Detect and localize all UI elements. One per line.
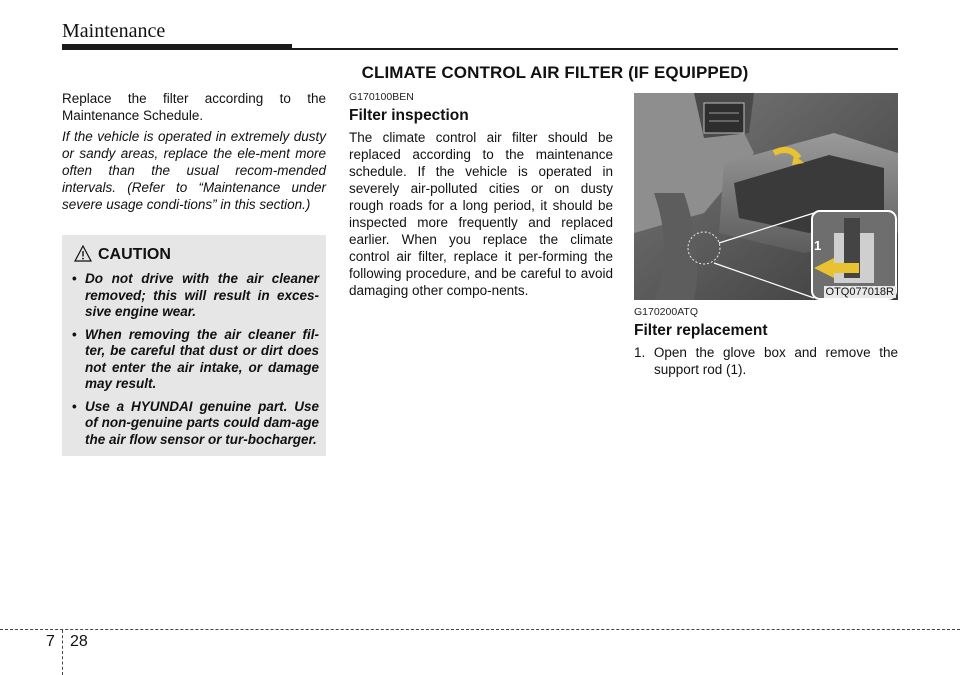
caution-item: • Do not drive with the air cleaner removed; this will result in exces-sive engine wear. [72,271,319,321]
header-rule [292,48,898,50]
caution-item: • When removing the air cleaner fil-ter, be careful that dust or dirt does not enter the air intake, or damage may result. [72,327,319,393]
replacement-column [634,306,898,378]
header-bar [62,44,292,50]
footer-divider [62,630,63,675]
intro-paragraph: Replace the filter according to the Maintenance Schedule. [62,91,326,123]
header-title: Maintenance [62,20,166,42]
footer-rule [0,629,960,630]
intro-note: If the vehicle is operated in extremely dusty or sandy areas, replace the ele-ment more often than the usual recom-mended intervals. (Refer to “Maintenance under severe usage condi-tions” in this section.) [62,129,326,212]
inspection-column [349,91,613,299]
chapter-number: 7 [46,633,55,650]
caution-list [72,271,319,454]
inspection-heading: Filter inspection [349,107,469,124]
callout-number: 1 [814,238,822,253]
warning-triangle-icon [74,245,92,262]
caution-title: CAUTION [98,246,171,263]
inspection-body: The climate control air filter should be replaced according to the maintenance schedule. If the vehicle is operated in severely air-polluted cities or on dusty rough roads for a long period, it should be inspected more frequently and replaced earlier. When you replace the climate control air filter, replace it per-forming the following procedure, and be careful to avoid damaging other compo-nents. [349,130,613,298]
replacement-heading: Filter replacement [634,322,768,339]
inspection-code: G170100BEN [349,91,414,103]
page-number: 28 [70,633,88,650]
glove-box-illustration [634,93,898,300]
caution-item: • Use a HYUNDAI genuine part. Use of non-genuine parts could dam-age the air flow sensor or tur-bocharger. [72,399,319,449]
replacement-code: G170200ATQ [634,306,699,318]
figure-label: OTQ077018R [825,286,894,298]
replacement-step: 1. Open the glove box and remove the support rod (1). [634,345,898,377]
intro-column [62,90,326,217]
section-title: CLIMATE CONTROL AIR FILTER (IF EQUIPPED) [361,63,749,82]
caution-box [62,235,326,456]
glove-box-figure [634,93,898,300]
